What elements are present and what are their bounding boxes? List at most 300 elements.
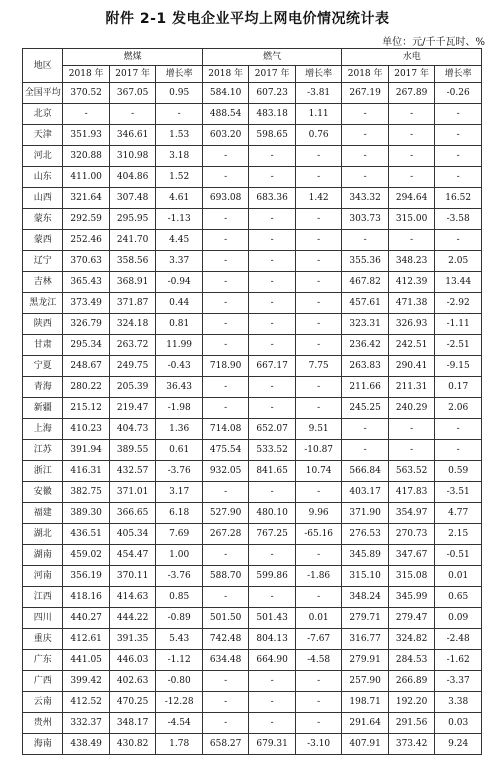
value-cell: -3.37 [435, 671, 482, 692]
value-cell: - [202, 671, 248, 692]
value-cell: 402.63 [109, 671, 155, 692]
value-cell: 211.66 [342, 377, 388, 398]
value-cell: 4.45 [156, 230, 203, 251]
region-cell: 湖北 [23, 524, 63, 545]
value-cell: - [249, 146, 295, 167]
value-cell: 0.03 [435, 713, 482, 734]
value-cell: - [342, 440, 388, 461]
value-cell: -1.98 [156, 398, 203, 419]
value-cell: 3.18 [156, 146, 203, 167]
value-cell: 0.81 [156, 314, 203, 335]
value-cell: 276.53 [342, 524, 388, 545]
value-cell: 2.15 [435, 524, 482, 545]
region-cell: 重庆 [23, 629, 63, 650]
value-cell: -65.16 [295, 524, 342, 545]
region-cell: 北京 [23, 104, 63, 125]
value-cell: - [202, 377, 248, 398]
value-cell: -2.92 [435, 293, 482, 314]
value-cell: 280.22 [63, 377, 109, 398]
value-cell: 412.52 [63, 692, 109, 713]
value-cell: 365.43 [63, 272, 109, 293]
value-cell: 270.73 [388, 524, 434, 545]
table-row [23, 125, 482, 146]
value-cell: 382.75 [63, 482, 109, 503]
table-row [23, 272, 482, 293]
value-cell: - [202, 587, 248, 608]
value-cell: 454.47 [109, 545, 155, 566]
value-cell: 418.16 [63, 587, 109, 608]
value-cell: - [342, 167, 388, 188]
value-cell: - [435, 146, 482, 167]
value-cell: 0.76 [295, 125, 342, 146]
value-cell: 371.01 [109, 482, 155, 503]
value-cell: 416.31 [63, 461, 109, 482]
table-row [23, 377, 482, 398]
value-cell: -3.51 [435, 482, 482, 503]
value-cell: 316.77 [342, 629, 388, 650]
region-cell: 蒙西 [23, 230, 63, 251]
value-cell: 4.61 [156, 188, 203, 209]
value-cell: 404.73 [109, 419, 155, 440]
value-cell: 354.97 [388, 503, 434, 524]
value-cell: -4.58 [295, 650, 342, 671]
region-cell: 新疆 [23, 398, 63, 419]
value-cell: -3.76 [156, 461, 203, 482]
value-cell: 11.99 [156, 335, 203, 356]
table-row [23, 482, 482, 503]
value-cell: -3.10 [295, 734, 342, 755]
value-cell: 356.19 [63, 566, 109, 587]
table-row [23, 146, 482, 167]
value-cell: -1.13 [156, 209, 203, 230]
region-cell: 云南 [23, 692, 63, 713]
region-cell: 青海 [23, 377, 63, 398]
region-cell: 全国平均 [23, 83, 63, 104]
value-cell: - [342, 125, 388, 146]
value-cell: 488.54 [202, 104, 248, 125]
value-cell: - [435, 125, 482, 146]
value-cell: 211.31 [388, 377, 434, 398]
value-cell: 290.41 [388, 356, 434, 377]
value-cell: 4.77 [435, 503, 482, 524]
value-cell: - [388, 125, 434, 146]
table-body [23, 83, 482, 755]
value-cell: 0.95 [156, 83, 203, 104]
value-cell: - [249, 587, 295, 608]
region-cell: 宁夏 [23, 356, 63, 377]
value-cell: - [295, 692, 342, 713]
value-cell: 432.57 [109, 461, 155, 482]
region-cell: 安徽 [23, 482, 63, 503]
value-cell: 315.00 [388, 209, 434, 230]
value-cell: 267.89 [388, 83, 434, 104]
value-cell: 242.51 [388, 335, 434, 356]
value-cell: - [435, 419, 482, 440]
value-cell: 279.47 [388, 608, 434, 629]
value-cell: - [249, 377, 295, 398]
region-cell: 四川 [23, 608, 63, 629]
value-cell: 315.10 [342, 566, 388, 587]
value-cell: 9.51 [295, 419, 342, 440]
value-cell: 241.70 [109, 230, 155, 251]
value-cell: 326.93 [388, 314, 434, 335]
value-cell: - [156, 104, 203, 125]
value-cell: - [435, 230, 482, 251]
value-cell: 249.75 [109, 356, 155, 377]
value-cell: 9.96 [295, 503, 342, 524]
value-cell: - [249, 272, 295, 293]
value-cell: 6.18 [156, 503, 203, 524]
region-cell: 河北 [23, 146, 63, 167]
region-cell: 陕西 [23, 314, 63, 335]
value-cell: 368.91 [109, 272, 155, 293]
value-cell: 391.94 [63, 440, 109, 461]
value-cell: 252.46 [63, 230, 109, 251]
value-cell: 2.05 [435, 251, 482, 272]
value-cell: 3.38 [435, 692, 482, 713]
region-cell: 江西 [23, 587, 63, 608]
value-cell: - [249, 230, 295, 251]
table-row [23, 314, 482, 335]
table-row [23, 713, 482, 734]
region-cell: 广西 [23, 671, 63, 692]
value-cell: 267.19 [342, 83, 388, 104]
value-cell: 371.87 [109, 293, 155, 314]
value-cell: -0.89 [156, 608, 203, 629]
value-cell: 373.49 [63, 293, 109, 314]
value-cell: 0.17 [435, 377, 482, 398]
value-cell: - [295, 272, 342, 293]
table-row [23, 83, 482, 104]
value-cell: 430.82 [109, 734, 155, 755]
table-row [23, 629, 482, 650]
value-cell: - [249, 209, 295, 230]
value-cell: -10.87 [295, 440, 342, 461]
group-header-coal: 燃煤 [63, 49, 202, 66]
region-cell: 河南 [23, 566, 63, 587]
value-cell: - [202, 230, 248, 251]
value-cell: 370.63 [63, 251, 109, 272]
subheader: 增长率 [156, 66, 203, 83]
value-cell: 248.67 [63, 356, 109, 377]
table-row [23, 503, 482, 524]
value-cell: 693.08 [202, 188, 248, 209]
value-cell: 658.27 [202, 734, 248, 755]
value-cell: 475.54 [202, 440, 248, 461]
region-cell: 山东 [23, 167, 63, 188]
value-cell: -0.80 [156, 671, 203, 692]
value-cell: - [295, 335, 342, 356]
value-cell: 370.52 [63, 83, 109, 104]
value-cell: 441.05 [63, 650, 109, 671]
value-cell: 373.42 [388, 734, 434, 755]
value-cell: 470.25 [109, 692, 155, 713]
value-cell: - [249, 398, 295, 419]
value-cell: 367.05 [109, 83, 155, 104]
value-cell: - [109, 104, 155, 125]
subheader: 2017 年 [388, 66, 434, 83]
value-cell: 412.61 [63, 629, 109, 650]
value-cell: 411.00 [63, 167, 109, 188]
value-cell: 652.07 [249, 419, 295, 440]
value-cell: 205.39 [109, 377, 155, 398]
value-cell: - [202, 545, 248, 566]
region-cell: 浙江 [23, 461, 63, 482]
value-cell: - [249, 692, 295, 713]
table-row [23, 545, 482, 566]
value-cell: 36.43 [156, 377, 203, 398]
value-cell: 767.25 [249, 524, 295, 545]
value-cell: 257.90 [342, 671, 388, 692]
value-cell: - [388, 167, 434, 188]
value-cell: -1.11 [435, 314, 482, 335]
value-cell: 501.50 [202, 608, 248, 629]
value-cell: 347.67 [388, 545, 434, 566]
table-row [23, 440, 482, 461]
value-cell: 291.64 [342, 713, 388, 734]
group-header-hydro: 水电 [342, 49, 482, 66]
value-cell: 389.55 [109, 440, 155, 461]
value-cell: 483.18 [249, 104, 295, 125]
value-cell: 457.61 [342, 293, 388, 314]
value-cell: 480.10 [249, 503, 295, 524]
region-cell: 山西 [23, 188, 63, 209]
value-cell: 345.89 [342, 545, 388, 566]
value-cell: - [202, 713, 248, 734]
value-cell: -7.67 [295, 629, 342, 650]
value-cell: - [388, 419, 434, 440]
table-row [23, 650, 482, 671]
region-cell: 蒙东 [23, 209, 63, 230]
value-cell: - [202, 146, 248, 167]
value-cell: 399.42 [63, 671, 109, 692]
table-row [23, 167, 482, 188]
page-title: 附件 2-1 发电企业平均上网电价情况统计表 [105, 11, 390, 27]
value-cell: - [249, 335, 295, 356]
value-cell: 240.29 [388, 398, 434, 419]
region-cell: 海南 [23, 734, 63, 755]
value-cell: 404.86 [109, 167, 155, 188]
value-cell: - [295, 482, 342, 503]
value-cell: 0.59 [435, 461, 482, 482]
value-cell: - [249, 482, 295, 503]
value-cell: 7.75 [295, 356, 342, 377]
value-cell: - [435, 440, 482, 461]
value-cell: 348.24 [342, 587, 388, 608]
value-cell: 1.78 [156, 734, 203, 755]
value-cell: 7.69 [156, 524, 203, 545]
value-cell: 324.82 [388, 629, 434, 650]
value-cell: - [388, 146, 434, 167]
value-cell: - [435, 167, 482, 188]
value-cell: 563.52 [388, 461, 434, 482]
value-cell: 355.36 [342, 251, 388, 272]
value-cell: 438.49 [63, 734, 109, 755]
group-header-gas: 燃气 [202, 49, 341, 66]
value-cell: 1.52 [156, 167, 203, 188]
region-cell: 上海 [23, 419, 63, 440]
value-cell: -0.26 [435, 83, 482, 104]
value-cell: - [388, 230, 434, 251]
table-row [23, 398, 482, 419]
value-cell: - [249, 314, 295, 335]
value-cell: 742.48 [202, 629, 248, 650]
value-cell: 0.44 [156, 293, 203, 314]
value-cell: 1.00 [156, 545, 203, 566]
table-row [23, 608, 482, 629]
table-row [23, 734, 482, 755]
value-cell: - [342, 230, 388, 251]
value-cell: 634.48 [202, 650, 248, 671]
value-cell: -0.43 [156, 356, 203, 377]
table-row [23, 419, 482, 440]
value-cell: 324.18 [109, 314, 155, 335]
value-cell: -3.76 [156, 566, 203, 587]
value-cell: 345.99 [388, 587, 434, 608]
value-cell: 0.61 [156, 440, 203, 461]
table-row [23, 335, 482, 356]
value-cell: -4.54 [156, 713, 203, 734]
value-cell: -9.15 [435, 356, 482, 377]
value-cell: - [295, 398, 342, 419]
value-cell: 0.01 [435, 566, 482, 587]
region-cell: 吉林 [23, 272, 63, 293]
value-cell: 683.36 [249, 188, 295, 209]
value-cell: 467.82 [342, 272, 388, 293]
value-cell: - [388, 440, 434, 461]
value-cell: 459.02 [63, 545, 109, 566]
value-cell: 471.38 [388, 293, 434, 314]
table-row [23, 566, 482, 587]
value-cell: - [202, 251, 248, 272]
region-cell: 辽宁 [23, 251, 63, 272]
value-cell: 310.98 [109, 146, 155, 167]
value-cell: -1.86 [295, 566, 342, 587]
region-cell: 黑龙江 [23, 293, 63, 314]
table-row [23, 251, 482, 272]
value-cell: 407.91 [342, 734, 388, 755]
value-cell: 348.17 [109, 713, 155, 734]
value-cell: 279.91 [342, 650, 388, 671]
value-cell: 215.12 [63, 398, 109, 419]
value-cell: 501.43 [249, 608, 295, 629]
value-cell: 332.37 [63, 713, 109, 734]
table-row [23, 188, 482, 209]
value-cell: 1.11 [295, 104, 342, 125]
value-cell: - [202, 314, 248, 335]
value-cell: 346.61 [109, 125, 155, 146]
value-cell: 320.88 [63, 146, 109, 167]
value-cell: - [202, 692, 248, 713]
value-cell: 414.63 [109, 587, 155, 608]
value-cell: 932.05 [202, 461, 248, 482]
value-cell: 370.11 [109, 566, 155, 587]
value-cell: - [202, 209, 248, 230]
value-cell: 284.53 [388, 650, 434, 671]
value-cell: 267.28 [202, 524, 248, 545]
value-cell: 1.36 [156, 419, 203, 440]
table-row [23, 356, 482, 377]
value-cell: 294.64 [388, 188, 434, 209]
value-cell: - [202, 482, 248, 503]
value-cell: 198.71 [342, 692, 388, 713]
value-cell: 371.90 [342, 503, 388, 524]
value-cell: - [202, 398, 248, 419]
value-cell: 292.59 [63, 209, 109, 230]
value-cell: 0.09 [435, 608, 482, 629]
region-cell: 天津 [23, 125, 63, 146]
value-cell: 0.01 [295, 608, 342, 629]
value-cell: 3.37 [156, 251, 203, 272]
value-cell: - [63, 104, 109, 125]
value-cell: 5.43 [156, 629, 203, 650]
value-cell: -1.62 [435, 650, 482, 671]
table-row [23, 230, 482, 251]
value-cell: - [295, 587, 342, 608]
value-cell: - [202, 272, 248, 293]
value-cell: 436.51 [63, 524, 109, 545]
value-cell: 389.30 [63, 503, 109, 524]
value-cell: - [295, 230, 342, 251]
value-cell: - [249, 251, 295, 272]
value-cell: 315.08 [388, 566, 434, 587]
value-cell: 804.13 [249, 629, 295, 650]
value-cell: 2.06 [435, 398, 482, 419]
value-cell: - [295, 671, 342, 692]
value-cell: 664.90 [249, 650, 295, 671]
table-row [23, 293, 482, 314]
value-cell: 343.32 [342, 188, 388, 209]
value-cell: -2.48 [435, 629, 482, 650]
subheader: 2017 年 [109, 66, 155, 83]
value-cell: - [342, 104, 388, 125]
value-cell: - [295, 146, 342, 167]
value-cell: 599.86 [249, 566, 295, 587]
subheader: 增长率 [435, 66, 482, 83]
value-cell: 412.39 [388, 272, 434, 293]
value-cell: - [249, 293, 295, 314]
value-cell: - [388, 104, 434, 125]
value-cell: 603.20 [202, 125, 248, 146]
value-cell: - [295, 167, 342, 188]
value-cell: -1.12 [156, 650, 203, 671]
value-cell: - [249, 713, 295, 734]
value-cell: 410.23 [63, 419, 109, 440]
value-cell: - [202, 293, 248, 314]
value-cell: 358.56 [109, 251, 155, 272]
value-cell: - [202, 335, 248, 356]
region-cell: 湖南 [23, 545, 63, 566]
value-cell: 279.71 [342, 608, 388, 629]
value-cell: 714.08 [202, 419, 248, 440]
subheader: 2018 年 [202, 66, 248, 83]
unit-note: 单位：元/千千瓦时、% [382, 37, 485, 48]
table-row [23, 524, 482, 545]
value-cell: 588.70 [202, 566, 248, 587]
value-cell: -2.51 [435, 335, 482, 356]
value-cell: 584.10 [202, 83, 248, 104]
value-cell: 566.84 [342, 461, 388, 482]
value-cell: 0.85 [156, 587, 203, 608]
value-cell: - [249, 167, 295, 188]
value-cell: -0.94 [156, 272, 203, 293]
value-cell: - [295, 377, 342, 398]
value-cell: 351.93 [63, 125, 109, 146]
value-cell: 391.35 [109, 629, 155, 650]
value-cell: 321.64 [63, 188, 109, 209]
value-cell: - [202, 167, 248, 188]
table-row [23, 587, 482, 608]
